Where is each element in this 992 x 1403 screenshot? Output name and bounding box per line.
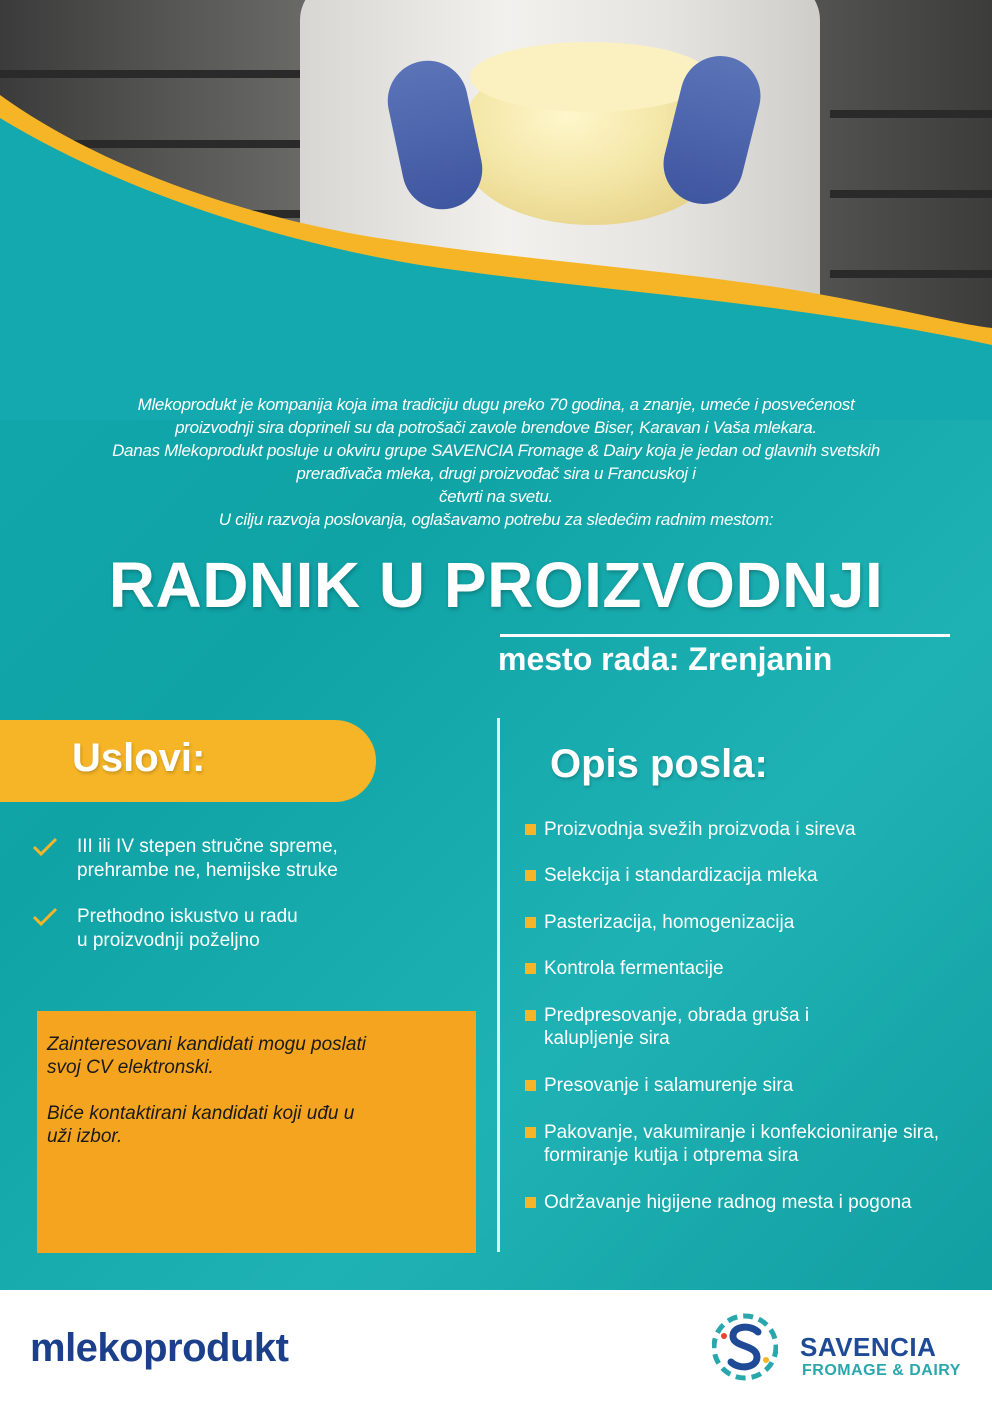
- bullet-square-icon: [525, 1010, 536, 1021]
- mlekoprodukt-logo: mlekoprodukt: [30, 1326, 289, 1370]
- bullet-square-icon: [525, 1197, 536, 1208]
- job-title: RADNIK U PROIZVODNJI: [108, 549, 884, 621]
- intro-line: Danas Mlekoprodukt posluje u okviru grupe SAVENCIA Fromage & Dairy koja je jedan od glavnih svetskih: [112, 441, 880, 460]
- application-text: Zainteresovani kandidati mogu poslati svoj CV elektronski. Biće kontaktirani kandidati koji uđu u uži izbor.: [47, 1034, 366, 1147]
- savencia-name: SAVENCIA: [800, 1332, 937, 1362]
- intro-line: četvrti na svetu.: [439, 487, 553, 506]
- description-heading: Opis posla:: [550, 742, 768, 786]
- condition-line: Prethodno iskustvo u radu: [77, 906, 298, 927]
- condition-line: u proizvodnji poželjno: [77, 930, 260, 951]
- bullet-square-icon: [525, 824, 536, 835]
- intro-line: prerađivača mleka, drugi proizvođač sira u Francuskoj i: [296, 464, 696, 483]
- bullet-square-icon: [525, 1080, 536, 1091]
- checkmark-icon: [32, 837, 58, 857]
- job-location: mesto rada: Zrenjanin: [498, 641, 833, 677]
- condition-line: III ili IV stepen stručne spreme,: [77, 836, 338, 857]
- company-intro: [40, 393, 952, 531]
- bullet-square-icon: [525, 917, 536, 928]
- intro-line: U cilju razvoja poslovanja, oglašavamo potrebu za sledećim radnim mestom:: [218, 510, 774, 529]
- bullet-square-icon: [525, 870, 536, 881]
- column-divider: [497, 718, 500, 1252]
- condition-line: prehrambe ne, hemijske struke: [77, 860, 338, 881]
- savencia-subtitle: FROMAGE & DAIRY: [802, 1362, 961, 1379]
- checkmark-icon: [32, 907, 58, 927]
- title-underline: [500, 634, 950, 637]
- job-poster: Mlekoprodukt je kompanija koja ima tradiciju dugu preko 70 godina, a znanje, umeće i posvećenost proizvodnji sira doprineli su da potrošači zavole brendove Biser, Karavan i Vaša mlekara. Danas Mlekoprodukt posluje u okviru grupe SAVENCIA Fromage & Dairy koja je jedan od glavnih svetskih prerađivača mleka, drugi proizvođač sira u Francuskoj i četvrti na svetu. U cilju razvoja poslovanja, oglašavamo potrebu za sledećim radnim mestom: RADNIK U PROIZVODNJI mesto rada: Zrenjanin Uslovi: III ili IV stepen stručne spreme, prehrambe ne, hemijske struke Prethodno iskustvo u radu u proizvodnji poželjno Opis posla: Proizvodnja svežih proizvoda i sireva Selekcija i standardizacija mleka Pasterizacija, homogenizacija Kontrola fermentacije Predpresovanje, obrada gruša i kalupljenje sira Presovanje i salamurenje sira Pakovanje, vakumiranje i konfekcioniranje sira, formiranje kutija i otprema sira Održavanje higijene radnog mesta i pogona Zainteresovani kandidati mogu poslati svoj CV elektronski. Biće kontaktirani kandidati koji uđu u uži izbor. mlekoprodukt SAVENCIA FROMAGE & DAIRY: [0, 0, 992, 1403]
- conditions-heading: Uslovi:: [72, 736, 206, 780]
- intro-line: proizvodnji sira doprineli su da potrošači zavole brendove Biser, Karavan i Vaša mlekara.: [175, 418, 817, 437]
- bullet-square-icon: [525, 963, 536, 974]
- savencia-swirl-icon: [712, 1312, 778, 1382]
- bullet-square-icon: [525, 1127, 536, 1138]
- decorative-wave: [0, 0, 992, 420]
- intro-line: Mlekoprodukt je kompanija koja ima tradiciju dugu preko 70 godina, a znanje, umeće i posvećenost: [137, 395, 855, 414]
